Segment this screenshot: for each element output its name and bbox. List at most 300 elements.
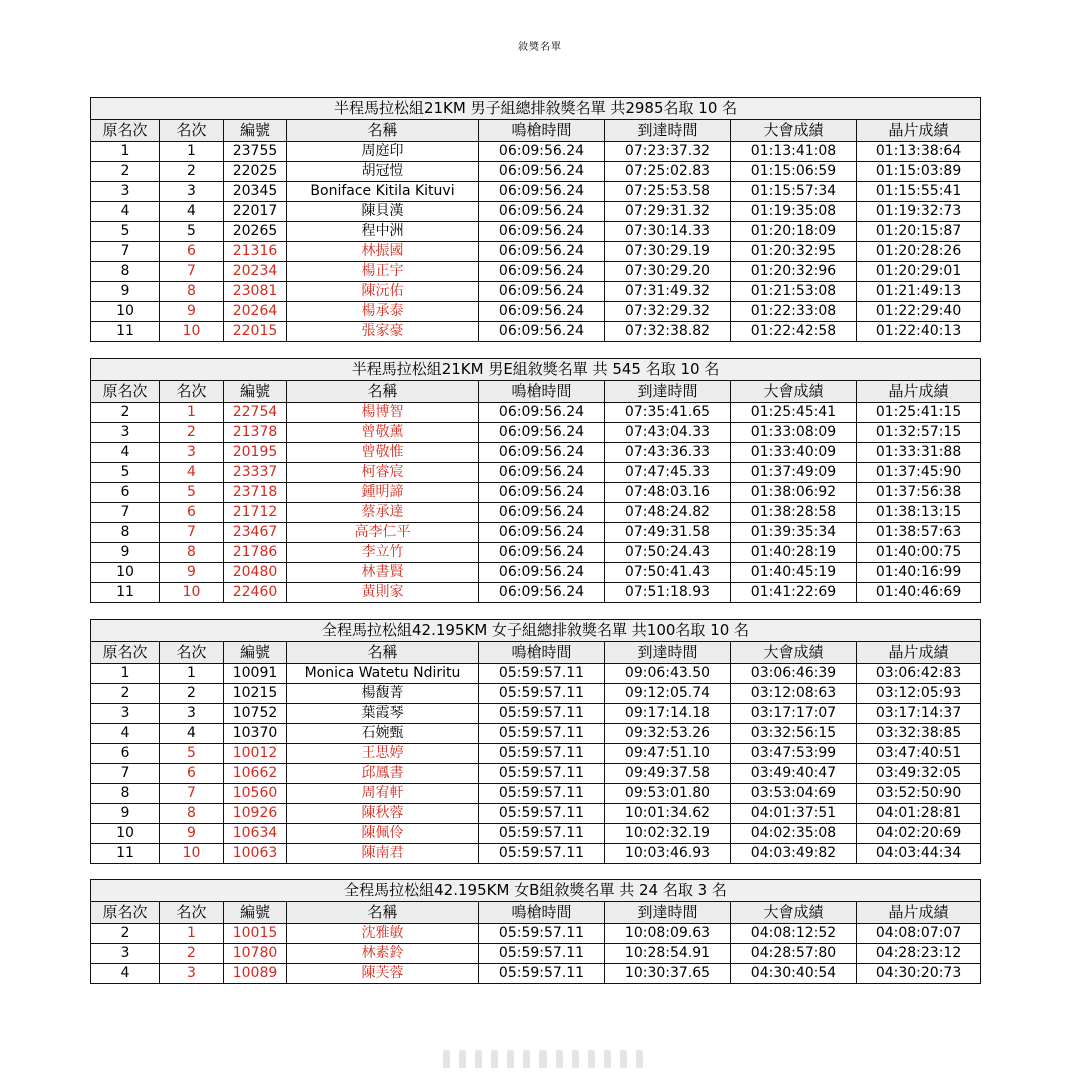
gun-time-cell: 06:09:56.24 [479, 443, 605, 463]
gun-time-cell: 06:09:56.24 [479, 242, 605, 262]
table-row [91, 944, 981, 964]
rank-cell: 4 [160, 724, 224, 744]
gun-time-cell: 05:59:57.11 [479, 844, 605, 864]
name-cell: Monica Watetu Ndiritu [287, 664, 479, 684]
official-time-cell: 04:28:57:80 [731, 944, 857, 964]
column-header: 大會成績 [731, 642, 857, 664]
gun-time-cell: 06:09:56.24 [479, 182, 605, 202]
gun-time-cell: 06:09:56.24 [479, 483, 605, 503]
column-header: 到達時間 [605, 381, 731, 403]
rank-cell: 2 [160, 944, 224, 964]
name-cell: 林素鈴 [287, 944, 479, 964]
orig-rank-cell: 8 [91, 784, 160, 804]
column-header: 鳴槍時間 [479, 120, 605, 142]
rank-cell: 3 [160, 964, 224, 984]
column-header: 到達時間 [605, 120, 731, 142]
column-header: 晶片成績 [857, 902, 981, 924]
rank-cell: 6 [160, 764, 224, 784]
chip-time-cell: 01:38:13:15 [857, 503, 981, 523]
official-time-cell: 01:25:45:41 [731, 403, 857, 423]
column-header: 到達時間 [605, 902, 731, 924]
table-row [91, 423, 981, 443]
official-time-cell: 01:37:49:09 [731, 463, 857, 483]
rank-cell: 9 [160, 302, 224, 322]
official-time-cell: 03:47:53:99 [731, 744, 857, 764]
table-row [91, 664, 981, 684]
table-row [91, 182, 981, 202]
gun-time-cell: 06:09:56.24 [479, 503, 605, 523]
orig-rank-cell: 9 [91, 804, 160, 824]
gun-time-cell: 06:09:56.24 [479, 423, 605, 443]
rank-cell: 5 [160, 483, 224, 503]
official-time-cell: 01:15:06:59 [731, 162, 857, 182]
name-cell: 陳芙蓉 [287, 964, 479, 984]
arrival-time-cell: 07:32:38.82 [605, 322, 731, 342]
award-tables [90, 97, 980, 1000]
name-cell: 葉霞琴 [287, 704, 479, 724]
column-header: 名稱 [287, 381, 479, 403]
results-table [90, 97, 981, 342]
official-time-cell: 01:21:53:08 [731, 282, 857, 302]
gun-time-cell: 06:09:56.24 [479, 543, 605, 563]
table-row [91, 202, 981, 222]
table-row [91, 322, 981, 342]
column-header: 鳴槍時間 [479, 902, 605, 924]
arrival-time-cell: 09:17:14.18 [605, 704, 731, 724]
name-cell: 陳佩伶 [287, 824, 479, 844]
rank-cell: 5 [160, 744, 224, 764]
arrival-time-cell: 07:43:04.33 [605, 423, 731, 443]
rank-cell: 7 [160, 262, 224, 282]
column-header: 原名次 [91, 642, 160, 664]
table-caption: 半程馬拉松組21KM 男E組敘獎名單 共 545 名取 10 名 [91, 359, 981, 381]
arrival-time-cell: 09:12:05.74 [605, 684, 731, 704]
arrival-time-cell: 07:49:31.58 [605, 523, 731, 543]
orig-rank-cell: 10 [91, 302, 160, 322]
chip-time-cell: 01:37:45:90 [857, 463, 981, 483]
name-cell: 邱鳳書 [287, 764, 479, 784]
name-cell: 柯睿宸 [287, 463, 479, 483]
rank-cell: 5 [160, 222, 224, 242]
bib-cell: 10063 [224, 844, 287, 864]
table-caption: 全程馬拉松組42.195KM 女B組敘獎名單 共 24 名取 3 名 [91, 880, 981, 902]
table-row [91, 964, 981, 984]
name-cell: 李立竹 [287, 543, 479, 563]
orig-rank-cell: 7 [91, 503, 160, 523]
rank-cell: 2 [160, 684, 224, 704]
bib-cell: 21786 [224, 543, 287, 563]
table-row [91, 704, 981, 724]
bib-cell: 20265 [224, 222, 287, 242]
arrival-time-cell: 09:53:01.80 [605, 784, 731, 804]
gun-time-cell: 06:09:56.24 [479, 302, 605, 322]
table-row [91, 844, 981, 864]
gun-time-cell: 06:09:56.24 [479, 403, 605, 423]
arrival-time-cell: 07:25:02.83 [605, 162, 731, 182]
chip-time-cell: 03:17:14:37 [857, 704, 981, 724]
orig-rank-cell: 9 [91, 282, 160, 302]
table-row [91, 443, 981, 463]
orig-rank-cell: 7 [91, 764, 160, 784]
award-section [90, 97, 980, 342]
official-time-cell: 03:49:40:47 [731, 764, 857, 784]
chip-time-cell: 01:40:16:99 [857, 563, 981, 583]
gun-time-cell: 06:09:56.24 [479, 463, 605, 483]
arrival-time-cell: 07:50:24.43 [605, 543, 731, 563]
column-header: 晶片成績 [857, 120, 981, 142]
column-header: 名次 [160, 642, 224, 664]
rank-cell: 2 [160, 423, 224, 443]
table-row [91, 764, 981, 784]
chip-time-cell: 03:47:40:51 [857, 744, 981, 764]
bib-cell: 22017 [224, 202, 287, 222]
rank-cell: 10 [160, 844, 224, 864]
official-time-cell: 01:39:35:34 [731, 523, 857, 543]
gun-time-cell: 06:09:56.24 [479, 563, 605, 583]
column-header: 編號 [224, 120, 287, 142]
official-time-cell: 01:22:42:58 [731, 322, 857, 342]
arrival-time-cell: 09:32:53.26 [605, 724, 731, 744]
name-cell: 程中洲 [287, 222, 479, 242]
bib-cell: 10634 [224, 824, 287, 844]
orig-rank-cell: 3 [91, 423, 160, 443]
table-row [91, 483, 981, 503]
chip-time-cell: 04:28:23:12 [857, 944, 981, 964]
chip-time-cell: 03:32:38:85 [857, 724, 981, 744]
column-header: 原名次 [91, 902, 160, 924]
table-row [91, 142, 981, 162]
table-row [91, 824, 981, 844]
gun-time-cell: 06:09:56.24 [479, 202, 605, 222]
orig-rank-cell: 6 [91, 483, 160, 503]
orig-rank-cell: 4 [91, 202, 160, 222]
name-cell: 鍾明諦 [287, 483, 479, 503]
official-time-cell: 01:13:41:08 [731, 142, 857, 162]
arrival-time-cell: 10:02:32.19 [605, 824, 731, 844]
bib-cell: 20234 [224, 262, 287, 282]
bib-cell: 10091 [224, 664, 287, 684]
chip-time-cell: 03:52:50:90 [857, 784, 981, 804]
gun-time-cell: 05:59:57.11 [479, 924, 605, 944]
orig-rank-cell: 11 [91, 322, 160, 342]
header-row [91, 642, 981, 664]
rank-cell: 3 [160, 443, 224, 463]
orig-rank-cell: 9 [91, 543, 160, 563]
chip-time-cell: 01:19:32:73 [857, 202, 981, 222]
column-header: 名稱 [287, 902, 479, 924]
name-cell: 高李仁平 [287, 523, 479, 543]
arrival-time-cell: 09:06:43.50 [605, 664, 731, 684]
official-time-cell: 04:30:40:54 [731, 964, 857, 984]
name-cell: 楊馥菁 [287, 684, 479, 704]
column-header: 編號 [224, 902, 287, 924]
official-time-cell: 01:33:40:09 [731, 443, 857, 463]
results-table [90, 879, 981, 984]
official-time-cell: 01:40:28:19 [731, 543, 857, 563]
header-row [91, 120, 981, 142]
table-row [91, 523, 981, 543]
name-cell: 楊承泰 [287, 302, 479, 322]
gun-time-cell: 06:09:56.24 [479, 322, 605, 342]
arrival-time-cell: 10:30:37.65 [605, 964, 731, 984]
gun-time-cell: 06:09:56.24 [479, 523, 605, 543]
arrival-time-cell: 07:47:45.33 [605, 463, 731, 483]
arrival-time-cell: 07:48:24.82 [605, 503, 731, 523]
official-time-cell: 01:38:06:92 [731, 483, 857, 503]
results-table [90, 358, 981, 603]
orig-rank-cell: 11 [91, 583, 160, 603]
arrival-time-cell: 07:30:29.20 [605, 262, 731, 282]
gun-time-cell: 06:09:56.24 [479, 583, 605, 603]
table-row [91, 684, 981, 704]
name-cell: 林書賢 [287, 563, 479, 583]
official-time-cell: 03:32:56:15 [731, 724, 857, 744]
column-header: 大會成績 [731, 902, 857, 924]
name-cell: 陳秋蓉 [287, 804, 479, 824]
arrival-time-cell: 07:30:14.33 [605, 222, 731, 242]
orig-rank-cell: 10 [91, 563, 160, 583]
arrival-time-cell: 07:43:36.33 [605, 443, 731, 463]
orig-rank-cell: 3 [91, 704, 160, 724]
official-time-cell: 04:01:37:51 [731, 804, 857, 824]
chip-time-cell: 04:01:28:81 [857, 804, 981, 824]
gun-time-cell: 05:59:57.11 [479, 704, 605, 724]
chip-time-cell: 01:20:29:01 [857, 262, 981, 282]
chip-time-cell: 01:13:38:64 [857, 142, 981, 162]
official-time-cell: 03:12:08:63 [731, 684, 857, 704]
table-row [91, 403, 981, 423]
column-header: 大會成績 [731, 120, 857, 142]
official-time-cell: 01:20:32:96 [731, 262, 857, 282]
chip-time-cell: 04:30:20:73 [857, 964, 981, 984]
arrival-time-cell: 07:35:41.65 [605, 403, 731, 423]
orig-rank-cell: 2 [91, 924, 160, 944]
official-time-cell: 01:41:22:69 [731, 583, 857, 603]
rank-cell: 3 [160, 704, 224, 724]
name-cell: 黃則家 [287, 583, 479, 603]
orig-rank-cell: 1 [91, 664, 160, 684]
official-time-cell: 01:33:08:09 [731, 423, 857, 443]
orig-rank-cell: 2 [91, 403, 160, 423]
gun-time-cell: 05:59:57.11 [479, 944, 605, 964]
arrival-time-cell: 07:31:49.32 [605, 282, 731, 302]
orig-rank-cell: 4 [91, 964, 160, 984]
arrival-time-cell: 10:03:46.93 [605, 844, 731, 864]
bib-cell: 10089 [224, 964, 287, 984]
table-caption: 全程馬拉松組42.195KM 女子組總排敘獎名單 共100名取 10 名 [91, 620, 981, 642]
bib-cell: 23081 [224, 282, 287, 302]
chip-time-cell: 01:15:03:89 [857, 162, 981, 182]
orig-rank-cell: 7 [91, 242, 160, 262]
official-time-cell: 04:08:12:52 [731, 924, 857, 944]
gun-time-cell: 05:59:57.11 [479, 784, 605, 804]
name-cell: 曾敬惟 [287, 443, 479, 463]
orig-rank-cell: 2 [91, 684, 160, 704]
name-cell: 石婉甄 [287, 724, 479, 744]
rank-cell: 1 [160, 403, 224, 423]
header-row [91, 381, 981, 403]
bib-cell: 22025 [224, 162, 287, 182]
rank-cell: 1 [160, 664, 224, 684]
arrival-time-cell: 07:23:37.32 [605, 142, 731, 162]
column-header: 編號 [224, 642, 287, 664]
bib-cell: 10012 [224, 744, 287, 764]
chip-time-cell: 04:03:44:34 [857, 844, 981, 864]
name-cell: Boniface Kitila Kituvi [287, 182, 479, 202]
table-row [91, 282, 981, 302]
gun-time-cell: 05:59:57.11 [479, 744, 605, 764]
rank-cell: 10 [160, 322, 224, 342]
column-header: 鳴槍時間 [479, 381, 605, 403]
bib-cell: 20195 [224, 443, 287, 463]
gun-time-cell: 05:59:57.11 [479, 824, 605, 844]
rank-cell: 9 [160, 563, 224, 583]
gun-time-cell: 06:09:56.24 [479, 262, 605, 282]
arrival-time-cell: 07:51:18.93 [605, 583, 731, 603]
blurred-footer-mark [443, 1046, 643, 1068]
name-cell: 胡冠愷 [287, 162, 479, 182]
chip-time-cell: 01:22:29:40 [857, 302, 981, 322]
orig-rank-cell: 4 [91, 724, 160, 744]
table-row [91, 242, 981, 262]
column-header: 大會成績 [731, 381, 857, 403]
table-row [91, 463, 981, 483]
column-header: 原名次 [91, 120, 160, 142]
orig-rank-cell: 3 [91, 182, 160, 202]
bib-cell: 22460 [224, 583, 287, 603]
rank-cell: 7 [160, 784, 224, 804]
bib-cell: 21712 [224, 503, 287, 523]
column-header: 名稱 [287, 120, 479, 142]
orig-rank-cell: 6 [91, 744, 160, 764]
arrival-time-cell: 10:08:09.63 [605, 924, 731, 944]
table-row [91, 222, 981, 242]
chip-time-cell: 04:02:20:69 [857, 824, 981, 844]
rank-cell: 10 [160, 583, 224, 603]
bib-cell: 22015 [224, 322, 287, 342]
bib-cell: 10780 [224, 944, 287, 964]
gun-time-cell: 06:09:56.24 [479, 162, 605, 182]
chip-time-cell: 01:15:55:41 [857, 182, 981, 202]
chip-time-cell: 01:40:46:69 [857, 583, 981, 603]
table-row [91, 503, 981, 523]
orig-rank-cell: 3 [91, 944, 160, 964]
rank-cell: 8 [160, 543, 224, 563]
bib-cell: 23718 [224, 483, 287, 503]
chip-time-cell: 01:38:57:63 [857, 523, 981, 543]
rank-cell: 1 [160, 142, 224, 162]
gun-time-cell: 06:09:56.24 [479, 142, 605, 162]
bib-cell: 21378 [224, 423, 287, 443]
table-caption: 半程馬拉松組21KM 男子組總排敘獎名單 共2985名取 10 名 [91, 98, 981, 120]
chip-time-cell: 01:40:00:75 [857, 543, 981, 563]
column-header: 編號 [224, 381, 287, 403]
column-header: 原名次 [91, 381, 160, 403]
table-row [91, 543, 981, 563]
gun-time-cell: 05:59:57.11 [479, 964, 605, 984]
official-time-cell: 01:20:32:95 [731, 242, 857, 262]
rank-cell: 8 [160, 804, 224, 824]
gun-time-cell: 06:09:56.24 [479, 222, 605, 242]
table-row [91, 302, 981, 322]
orig-rank-cell: 5 [91, 222, 160, 242]
orig-rank-cell: 5 [91, 463, 160, 483]
table-row [91, 262, 981, 282]
arrival-time-cell: 10:28:54.91 [605, 944, 731, 964]
orig-rank-cell: 8 [91, 523, 160, 543]
orig-rank-cell: 10 [91, 824, 160, 844]
bib-cell: 10662 [224, 764, 287, 784]
name-cell: 蔡承達 [287, 503, 479, 523]
rank-cell: 6 [160, 242, 224, 262]
arrival-time-cell: 07:48:03.16 [605, 483, 731, 503]
name-cell: 沈雅敏 [287, 924, 479, 944]
gun-time-cell: 06:09:56.24 [479, 282, 605, 302]
bib-cell: 23337 [224, 463, 287, 483]
rank-cell: 6 [160, 503, 224, 523]
column-header: 名次 [160, 902, 224, 924]
rank-cell: 4 [160, 202, 224, 222]
name-cell: 張家豪 [287, 322, 479, 342]
table-row [91, 744, 981, 764]
orig-rank-cell: 8 [91, 262, 160, 282]
header-row [91, 902, 981, 924]
bib-cell: 21316 [224, 242, 287, 262]
chip-time-cell: 01:37:56:38 [857, 483, 981, 503]
bib-cell: 10215 [224, 684, 287, 704]
gun-time-cell: 05:59:57.11 [479, 804, 605, 824]
arrival-time-cell: 07:29:31.32 [605, 202, 731, 222]
bib-cell: 23755 [224, 142, 287, 162]
column-header: 鳴槍時間 [479, 642, 605, 664]
gun-time-cell: 05:59:57.11 [479, 684, 605, 704]
official-time-cell: 01:20:18:09 [731, 222, 857, 242]
official-time-cell: 03:06:46:39 [731, 664, 857, 684]
column-header: 晶片成績 [857, 642, 981, 664]
bib-cell: 20264 [224, 302, 287, 322]
official-time-cell: 03:17:17:07 [731, 704, 857, 724]
official-time-cell: 01:40:45:19 [731, 563, 857, 583]
award-section [90, 879, 980, 984]
bib-cell: 10370 [224, 724, 287, 744]
name-cell: 陳南君 [287, 844, 479, 864]
arrival-time-cell: 07:25:53.58 [605, 182, 731, 202]
name-cell: 楊正宇 [287, 262, 479, 282]
chip-time-cell: 01:33:31:88 [857, 443, 981, 463]
name-cell: 陳沅佑 [287, 282, 479, 302]
table-row [91, 784, 981, 804]
column-header: 晶片成績 [857, 381, 981, 403]
column-header: 名次 [160, 120, 224, 142]
table-row [91, 924, 981, 944]
bib-cell: 22754 [224, 403, 287, 423]
results-table [90, 619, 981, 864]
official-time-cell: 01:38:28:58 [731, 503, 857, 523]
chip-time-cell: 01:20:28:26 [857, 242, 981, 262]
document-title: 敘獎名單 [518, 42, 562, 53]
name-cell: 陳貝漢 [287, 202, 479, 222]
chip-time-cell: 04:08:07:07 [857, 924, 981, 944]
award-section [90, 619, 980, 864]
chip-time-cell: 01:25:41:15 [857, 403, 981, 423]
bib-cell: 23467 [224, 523, 287, 543]
official-time-cell: 04:02:35:08 [731, 824, 857, 844]
rank-cell: 8 [160, 282, 224, 302]
bib-cell: 10015 [224, 924, 287, 944]
arrival-time-cell: 09:49:37.58 [605, 764, 731, 784]
name-cell: 王思婷 [287, 744, 479, 764]
table-row [91, 583, 981, 603]
